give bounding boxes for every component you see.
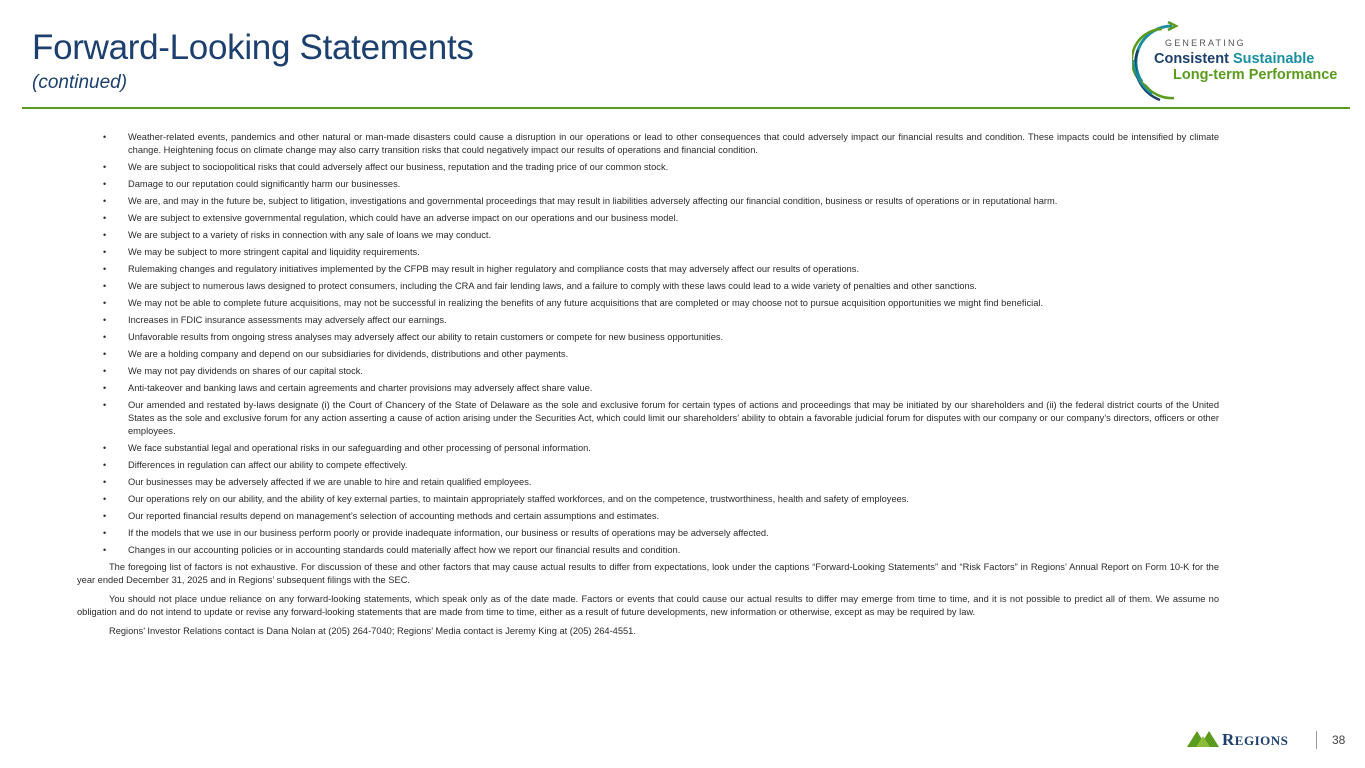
bullet-icon: • (103, 264, 107, 274)
list-item (77, 297, 1219, 310)
bullet-icon: • (103, 332, 107, 342)
bullet-icon: • (103, 460, 107, 470)
list-item-text: Increases in FDIC insurance assessments may adversely affect our earnings. (128, 315, 447, 325)
list-item (77, 442, 1219, 455)
bullet-icon: • (103, 247, 107, 257)
bullet-icon: • (103, 281, 107, 291)
list-item (77, 527, 1219, 540)
list-item (77, 131, 1219, 157)
list-item (77, 161, 1219, 174)
bullet-icon: • (103, 494, 107, 504)
list-item (77, 510, 1219, 523)
list-item (77, 212, 1219, 225)
list-item-text: Our amended and restated by-laws designate (i) the Court of Chancery of the State of Delaware as the sole and exclusive forum for certain types of actions and proceedings that may be initiated by our shareholders and (ii) the federal district courts of the United States as the sole and exclusive forum for any action asserting a cause of action arising under the Securities Act, which could limit our shareholders’ ability to obtain a favorable judicial forum for disputes with our company or our company’s directors, officers or other employees. (128, 400, 1219, 436)
statement-body (77, 131, 1219, 644)
regions-wordmark: REGIONS (1222, 730, 1289, 749)
list-item-text: We may not be able to complete future acquisitions, may not be successful in realizing the benefits of any future acquisitions that are completed or may choose not to pursue acquisition opportunities we might find beneficial. (128, 298, 1044, 308)
list-item-text: Our operations rely on our ability, and the ability of key external parties, to maintain appropriately staffed workforces, and on the competence, trustworthiness, health and safety of employees. (128, 494, 910, 504)
risk-factor-list (77, 131, 1219, 557)
list-item (77, 459, 1219, 472)
list-item (77, 331, 1219, 344)
list-item-text: We are subject to sociopolitical risks that could adversely affect our business, reputation and the trading price of our common stock. (128, 162, 669, 172)
bullet-icon: • (103, 443, 107, 453)
bullet-icon: • (103, 196, 107, 206)
tagline-word-consistent: Consistent (1154, 51, 1229, 67)
tagline-line2: Long-term Performance (1173, 67, 1338, 83)
bullet-icon: • (103, 132, 107, 142)
list-item-text: We are subject to a variety of risks in connection with any sale of loans we may conduct. (128, 230, 492, 240)
bullet-icon: • (103, 230, 107, 240)
closing-paragraphs (77, 561, 1219, 638)
header-divider (22, 107, 1350, 109)
bullet-icon: • (103, 179, 107, 189)
list-item (77, 399, 1219, 438)
list-item (77, 348, 1219, 361)
bullet-icon: • (103, 315, 107, 325)
list-item (77, 365, 1219, 378)
list-item-text: Unfavorable results from ongoing stress analyses may adversely affect our ability to retain customers or compete for new business opportunities. (128, 332, 724, 342)
bullet-icon: • (103, 162, 107, 172)
list-item-text: We are, and may in the future be, subject to litigation, investigations and governmental proceedings that may result in liabilities adversely affecting our financial condition, business or results of operations or in reputational harm. (128, 196, 1058, 206)
bullet-icon: • (103, 400, 107, 410)
list-item-text: Changes in our accounting policies or in accounting standards could materially affect how we report our financial results and condition. (128, 545, 681, 555)
list-item (77, 246, 1219, 259)
bullet-icon: • (103, 528, 107, 538)
bullet-icon: • (103, 511, 107, 521)
bullet-icon: • (103, 349, 107, 359)
paragraph: You should not place undue reliance on any forward-looking statements, which speak only as of the date made. Factors or events that could cause our actual results to differ may emerge from time to time, and it is not possible to predict all of them. We assume no obligation and do not intend to update or revise any forward-looking statements that are made from time to time, either as a result of future developments, new information or otherwise, except as may be required by law. (77, 594, 1219, 617)
bullet-icon: • (103, 366, 107, 376)
list-item (77, 314, 1219, 327)
list-item (77, 493, 1219, 506)
bullet-icon: • (103, 213, 107, 223)
bullet-icon: • (103, 298, 107, 308)
list-item-text: Differences in regulation can affect our ability to compete effectively. (128, 460, 408, 470)
tagline-small: GENERATING (1165, 38, 1246, 48)
list-item-text: Damage to our reputation could significantly harm our businesses. (128, 179, 401, 189)
list-item (77, 476, 1219, 489)
list-item-text: We are a holding company and depend on our subsidiaries for dividends, distributions and other payments. (128, 349, 569, 359)
bullet-icon: • (103, 477, 107, 487)
list-item (77, 178, 1219, 191)
tagline-line1 (1154, 51, 1314, 67)
bullet-icon: • (103, 383, 107, 393)
list-item-text: We face substantial legal and operational risks in our safeguarding and other processing of personal information. (128, 443, 591, 453)
page-title: Forward-Looking Statements (32, 28, 474, 67)
list-item-text: We are subject to extensive governmental regulation, which could have an adverse impact on our operations and our business model. (128, 213, 679, 223)
bullet-icon: • (103, 545, 107, 555)
regions-logo (1186, 727, 1306, 751)
list-item (77, 544, 1219, 557)
list-item-text: Rulemaking changes and regulatory initiatives implemented by the CFPB may result in higher regulatory and compliance costs that may adversely affect our results of operations. (128, 264, 860, 274)
paragraph: The foregoing list of factors is not exhaustive. For discussion of these and other factors that may cause actual results to differ from expectations, look under the captions “Forward-Looking Statements” and “Risk Factors” in Regions’ Annual Report on Form 10-K for the year ended December 31, 2025 and in Regions’ subsequent filings with the SEC. (77, 562, 1219, 585)
list-item (77, 280, 1219, 293)
page-number: 38 (1332, 733, 1346, 747)
list-item (77, 263, 1219, 276)
list-item-text: We may be subject to more stringent capital and liquidity requirements. (128, 247, 420, 257)
list-item-text: Our reported financial results depend on management’s selection of accounting methods and certain assumptions and estimates. (128, 511, 660, 521)
list-item-text: If the models that we use in our business perform poorly or provide inadequate information, our business or results of operations may be adversely affected. (128, 528, 769, 538)
list-item (77, 382, 1219, 395)
list-item-text: We are subject to numerous laws designed to protect consumers, including the CRA and fair lending laws, and a failure to comply with these laws could lead to a wide variety of penalties and other sanctions. (128, 281, 977, 291)
footer-divider (1316, 731, 1317, 749)
list-item-text: Anti-takeover and banking laws and certain agreements and charter provisions may adversely affect share value. (128, 383, 593, 393)
list-item (77, 195, 1219, 208)
tagline-word-sustainable: Sustainable (1232, 51, 1315, 67)
regions-triangle-icon (1186, 727, 1220, 749)
page-subtitle: (continued) (32, 72, 128, 93)
list-item-text: Weather-related events, pandemics and other natural or man-made disasters could cause a disruption in our operations or lead to other consequences that could adversely impact our financial results and condition. These impacts could be intensified by climate change. Heightening focus on climate change may also carry transition risks that could negatively impact our results of operations and financial condition. (128, 132, 1219, 155)
list-item-text: We may not pay dividends on shares of our capital stock. (128, 366, 363, 376)
paragraph: Regions’ Investor Relations contact is Dana Nolan at (205) 264-7040; Regions’ Media contact is Jeremy King at (205) 264-4551. (109, 626, 636, 636)
list-item-text: Our businesses may be adversely affected if we are unable to hire and retain qualified employees. (128, 477, 532, 487)
generating-performance-logo (1132, 20, 1352, 104)
list-item (77, 229, 1219, 242)
